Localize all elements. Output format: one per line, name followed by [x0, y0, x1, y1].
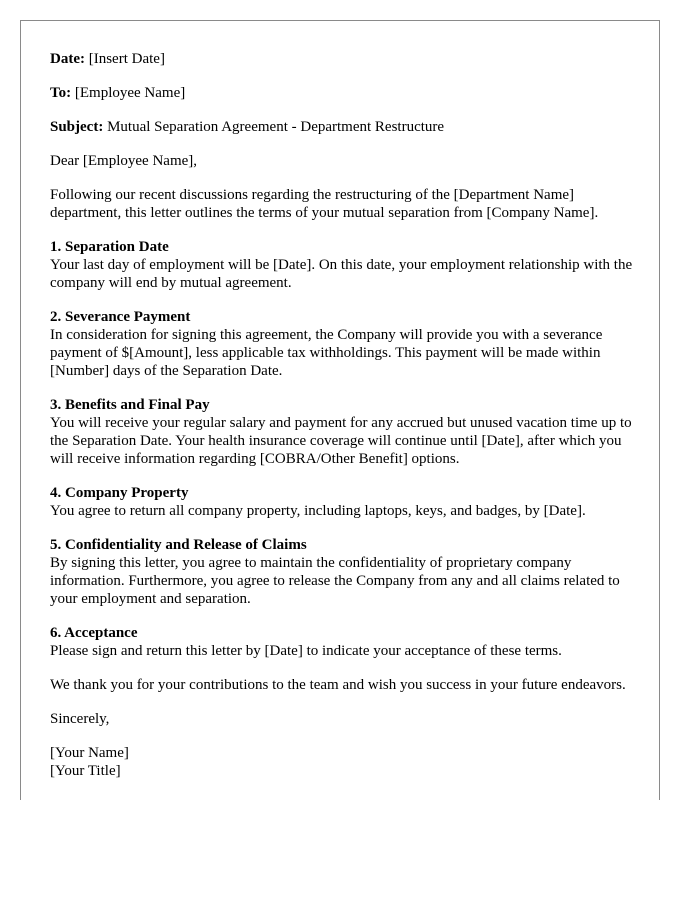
section-company-property [50, 484, 642, 520]
closing-paragraph: We thank you for your contributions to the team and wish you success in your future endeavors. [50, 677, 626, 693]
letter-content [50, 50, 642, 780]
section-title: 5. Confidentiality and Release of Claims [50, 537, 307, 553]
date-label: Date: [50, 51, 85, 67]
section-title: 2. Severance Payment [50, 309, 191, 325]
section-acceptance [50, 624, 642, 660]
section-body: Please sign and return this letter by [Date] to indicate your acceptance of these terms. [50, 643, 562, 659]
subject-line [50, 118, 642, 136]
subject-value: Mutual Separation Agreement - Department Restructure [107, 119, 445, 135]
signature-name: [Your Name] [50, 745, 129, 761]
section-benefits-final-pay [50, 396, 642, 468]
section-body: By signing this letter, you agree to maintain the confidentiality of proprietary company information. Furthermore, you agree to release the Company from any and all claims related to your employment and separation. [50, 555, 620, 607]
section-body: In consideration for signing this agreement, the Company will provide you with a severance payment of $[Amount], less applicable tax withholdings. This payment will be made within [Number] days of the Separation Date. [50, 327, 603, 379]
signoff: Sincerely, [50, 711, 110, 727]
section-title: 1. Separation Date [50, 239, 169, 255]
intro-paragraph: Following our recent discussions regarding the restructuring of the [Department Name] department, this letter outlines the terms of your mutual separation from [Company Name]. [50, 187, 599, 221]
section-title: 3. Benefits and Final Pay [50, 397, 210, 413]
section-body: Your last day of employment will be [Date]. On this date, your employment relationship with the company will end by mutual agreement. [50, 257, 633, 291]
section-confidentiality-release [50, 536, 642, 608]
to-label: To: [50, 85, 72, 101]
to-value: [Employee Name] [74, 85, 186, 101]
date-line [50, 50, 642, 68]
signature-block [50, 744, 642, 780]
salutation: Dear [Employee Name], [50, 153, 198, 169]
section-body: You will receive your regular salary and payment for any accrued but unused vacation time up to the Separation Date. Your health insurance coverage will continue until [Date], after which you will receive information regarding [COBRA/Other Benefit] options. [50, 415, 632, 467]
section-title: 4. Company Property [50, 485, 189, 501]
section-severance-payment [50, 308, 642, 380]
section-title: 6. Acceptance [50, 625, 138, 641]
signature-title: [Your Title] [50, 763, 121, 779]
to-line [50, 84, 642, 102]
date-value: [Insert Date] [88, 51, 165, 67]
section-body: You agree to return all company property, including laptops, keys, and badges, by [Date]. [50, 503, 586, 519]
section-separation-date [50, 238, 642, 292]
subject-label: Subject: [50, 119, 104, 135]
letter-page [20, 20, 660, 800]
